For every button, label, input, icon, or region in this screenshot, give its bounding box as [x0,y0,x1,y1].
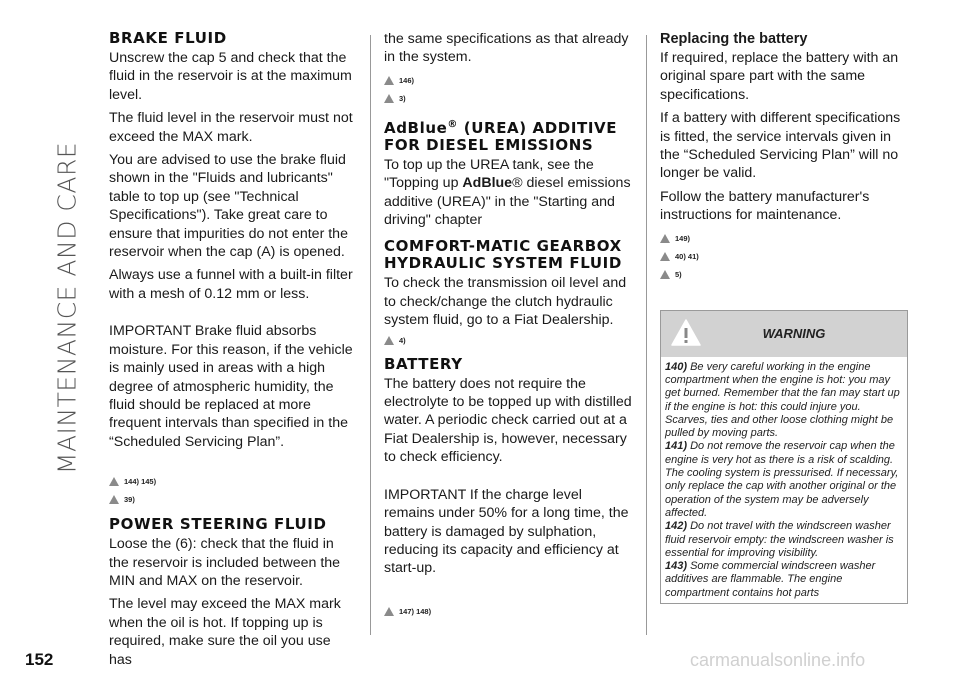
paragraph: The battery does not require the electrolyte to be topped up with distilled water. A periodic check carried out at a Fiat Dealership is, however, necessary to check efficiency. [384,375,632,466]
paragraph: If required, replace the battery with an original spare part with the same specifications. [660,50,899,103]
watermark: carmanualsonline.info [690,650,866,670]
column-divider [370,35,371,635]
paragraph: To check the transmission oil level and to check/change the clutch hydraulic system fluid, go to a Fiat Dealership. [384,275,627,329]
replacing-battery-heading: Replacing the battery [660,31,808,47]
warning-triangle-icon [384,76,394,85]
warning-item: 140) Be very careful working in the engine compartment when the engine is hot: you may get burned. Remember that the fan may start up if the engine is hot: this could injure you. Scarves, ties and other loose clothing might be pulled by moving parts. [665,360,900,440]
warning-box [660,310,908,604]
warning-title: WARNING [762,326,826,342]
warning-body [661,357,907,603]
battery-heading: BATTERY [384,354,463,373]
caution-triangle-icon [660,252,670,261]
paragraph: The fluid level in the reservoir must not exceed the MAX mark. [109,110,353,145]
warning-item: 142) Do not travel with the windscreen washer fluid reservoir empty: the windscreen washer is essential for improving visibility. [665,520,894,559]
caution-triangle-icon [109,495,119,504]
caution-triangle-icon [660,270,670,279]
warning-triangle-icon [660,234,670,243]
column-2 [384,30,632,621]
caution-reference: 39) [109,490,357,508]
paragraph: To top up the UREA tank, see the "Topping up AdBlue® diesel emissions additive (UREA)" in the "Starting and driving" chapter [384,156,631,229]
paragraph: IMPORTANT If the charge level remains under 50% for a long time, the battery is damaged by sulphation, reducing its capacity and efficiency at start-up. [384,486,629,577]
warning-reference: 146) [384,72,632,90]
warning-triangle-icon [671,319,701,351]
warning-item: 143) Some commercial windscreen washer additives are flammable. The engine compartment contains hot parts [665,560,876,599]
paragraph: Follow the battery manufacturer's instructions for maintenance. [660,188,870,224]
paragraph: Always use a funnel with a built-in filter with a mesh of 0.12 mm or less. [109,267,353,302]
caution-reference: 5) [660,266,908,284]
caution-triangle-icon [384,336,394,345]
caution-reference: 3) [384,90,632,108]
paragraph: Unscrew the cap 5 and check that the fluid in the reservoir is at the maximum level. [109,50,352,103]
warning-item: 141) Do not remove the reservoir cap when the engine is very hot as there is a risk of scalding. The cooling system is pressurised. If necessary, only replace the cap with another original or the operation of the system may be adversely affected. [665,440,899,519]
column-1 [109,30,357,674]
paragraph: If a battery with different specifications is fitted, the service intervals given in the “Scheduled Servicing Plan” will no longer be valid. [660,110,901,182]
paragraph: the same specifications as that already in the system. [384,31,629,66]
warning-header [661,311,907,357]
caution-reference: 40) 41) [660,248,908,266]
section-side-tab-label: MAINTENANCE AND CARE [52,141,82,475]
caution-reference: 4) [384,332,632,350]
warning-triangle-icon [384,607,394,616]
caution-triangle-icon [384,94,394,103]
warning-reference: 147) 148) [384,603,632,621]
brake-fluid-heading: BRAKE FLUID [109,29,227,47]
column-3 [660,30,908,604]
paragraph: IMPORTANT Brake fluid absorbs moisture. For this reason, if the vehicle is mainly used in areas with a high degree of atmospheric humidity, the fluid should be replaced at more frequent intervals than specified in the “Scheduled Servicing Plan”. [109,323,353,450]
paragraph: Loose the (6): check that the fluid in the reservoir is included between the MIN and MAX on the reservoir. [109,536,341,589]
warning-triangle-icon [109,477,119,486]
warning-reference: 144) 145) [109,472,357,490]
page-number: 152 [25,650,54,669]
power-steering-heading: POWER STEERING FLUID [109,515,327,534]
paragraph: The level may exceed the MAX mark when the oil is hot. If topping up is required, make sure the oil you use has [109,596,341,668]
column-divider [646,35,647,635]
warning-reference: 149) [660,230,908,248]
adblue-heading: AdBlue® (UREA) ADDITIVE FOR DIESEL EMISSIONS [384,118,618,154]
paragraph: You are advised to use the brake fluid shown in the "Fluids and lubricants" table to top up (see "Technical Specifications"). Take great care to ensure that impurities do not enter the reservoir when the cap (A) is opened. [109,152,348,261]
section-side-tab [52,28,82,588]
gearbox-fluid-heading: COMFORT-MATIC GEARBOX HYDRAULIC SYSTEM FLUID [384,237,622,273]
